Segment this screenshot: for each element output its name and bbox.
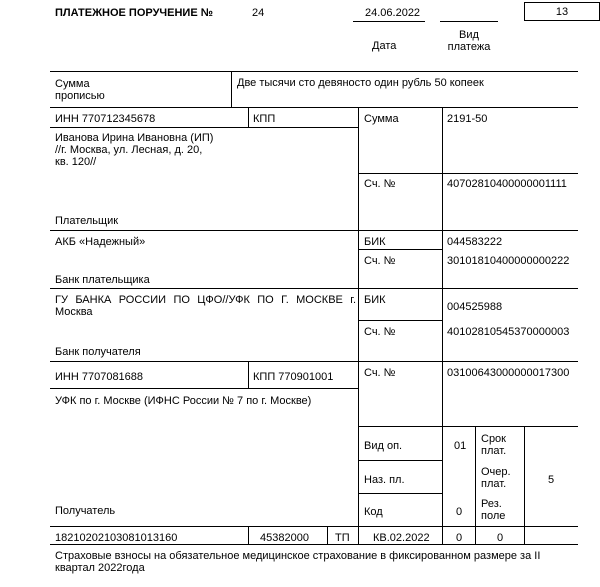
line-sum-vertical: [442, 107, 443, 173]
payment-date: 24.06.2022: [365, 7, 421, 19]
line-tax-v5: [475, 526, 476, 544]
line-tax-v4: [442, 526, 443, 544]
payee-bank-label: Банк получателя: [55, 346, 141, 358]
payer-bank-name: АКБ «Надежный»: [55, 236, 146, 248]
line-payee-top: [50, 361, 578, 362]
sum-words-value: Две тысячи сто девяносто один рубль 50 копеек: [237, 77, 484, 89]
line-main-vertical: [358, 107, 359, 526]
sum-words-label: Сумма прописью: [55, 78, 105, 102]
payee-label: Получатель: [55, 505, 116, 517]
payer-bank-label: Банк плательщика: [55, 274, 150, 286]
srok-label: Срок плат.: [481, 433, 507, 457]
line-tax-v6: [524, 526, 525, 544]
line-vid-op-bottom: [358, 460, 442, 461]
payment-number: 24: [252, 7, 265, 19]
tax-kbk: 18210202103081013160: [55, 532, 178, 544]
line-codes-vertical-1: [442, 426, 443, 526]
line-sum-words-top: [50, 71, 578, 72]
payee-bank-bik-label: БИК: [364, 294, 386, 306]
tax-doc-number: 0: [456, 532, 463, 544]
naz-label: Наз. пл.: [364, 474, 405, 486]
form-title: ПЛАТЕЖНОЕ ПОРУЧЕНИЕ №: [55, 7, 213, 19]
payer-account-label: Сч. №: [364, 178, 396, 190]
sum-label: Сумма: [364, 113, 399, 125]
kod-label: Код: [364, 506, 383, 518]
ocher-label: Очер. плат.: [481, 466, 511, 490]
payment-purpose: Страховые взносы на обязательное медицинское страхование в фиксированном размере за II квартал 2022года: [55, 550, 541, 574]
tax-period: КВ.02.2022: [373, 532, 430, 544]
line-sum-bottom: [358, 173, 578, 174]
tax-oktmo: 45382000: [260, 532, 309, 544]
payee-bank-bik: 004525988: [447, 301, 503, 313]
line-tax-v1: [248, 526, 249, 544]
payee-bank-account-label: Сч. №: [364, 326, 396, 338]
rez-label: Рез. поле: [481, 498, 506, 522]
line-payer-inn-kpp: [248, 107, 249, 127]
line-sum-words-divider: [231, 71, 232, 107]
kod-value: 0: [456, 506, 463, 518]
payer-bank-account: 30101810400000000222: [447, 255, 570, 267]
date-label: Дата: [372, 40, 397, 52]
line-codes-vertical-2: [475, 426, 476, 526]
payer-inn: ИНН 770712345678: [55, 113, 156, 125]
line-codes-top: [358, 426, 578, 427]
line-codes-vertical-3: [524, 426, 525, 526]
payment-type-label: Вид платежа: [447, 29, 491, 53]
payer-status-box: 13: [524, 2, 600, 21]
line-payee-bank-top: [50, 288, 578, 289]
sum-value: 2191-50: [447, 113, 488, 125]
payer-bank-bik-label: БИК: [364, 236, 386, 248]
line-payee-bank-bik-bottom: [358, 320, 442, 321]
line-payee-inn-bottom: [50, 388, 358, 389]
line-payer-top: [50, 107, 578, 108]
payer-bank-account-label: Сч. №: [364, 255, 396, 267]
line-tax-v3: [358, 526, 359, 544]
line-tax-top: [50, 526, 578, 527]
payer-name: Иванова Ирина Ивановна (ИП) //г. Москва, ул. Лесная, д. 20, кв. 120//: [55, 132, 214, 168]
payee-account-label: Сч. №: [364, 367, 396, 379]
payment-type-underline: [440, 21, 498, 22]
tax-basis: ТП: [335, 532, 350, 544]
payee-kpp: КПП 770901001: [253, 371, 334, 383]
payer-bank-bik: 044583222: [447, 236, 503, 248]
tax-doc-date: 0: [497, 532, 504, 544]
vid-op-label: Вид оп.: [364, 440, 403, 452]
line-payer-inn-bottom: [50, 127, 358, 128]
line-tax-v2: [327, 526, 328, 544]
payee-bank-account: 40102810545370000003: [447, 326, 570, 338]
line-tax-bottom: [50, 544, 578, 545]
vid-op-value: 01: [454, 440, 467, 452]
line-payer-bank-bik-bottom: [358, 249, 442, 250]
line-naz-bottom: [358, 493, 442, 494]
line-payee-inn-kpp: [248, 361, 249, 388]
payee-name: УФК по г. Москве (ИФНС России № 7 по г. Москве): [55, 395, 312, 407]
payer-account: 40702810400000001111: [447, 178, 567, 190]
line-accounts-vertical: [442, 173, 443, 426]
date-underline: [353, 21, 425, 22]
ocher-value: 5: [548, 474, 555, 486]
payee-bank-name: ГУ БАНКА РОССИИ ПО ЦФО//УФК ПО Г. МОСКВЕ г. Москва: [55, 294, 356, 318]
payer-label: Плательщик: [55, 215, 119, 227]
payer-kpp-label: КПП: [253, 113, 276, 125]
payee-account: 03100643000000017300: [447, 367, 570, 379]
line-payer-bank-top: [50, 230, 578, 231]
payee-inn: ИНН 7707081688: [55, 371, 144, 383]
